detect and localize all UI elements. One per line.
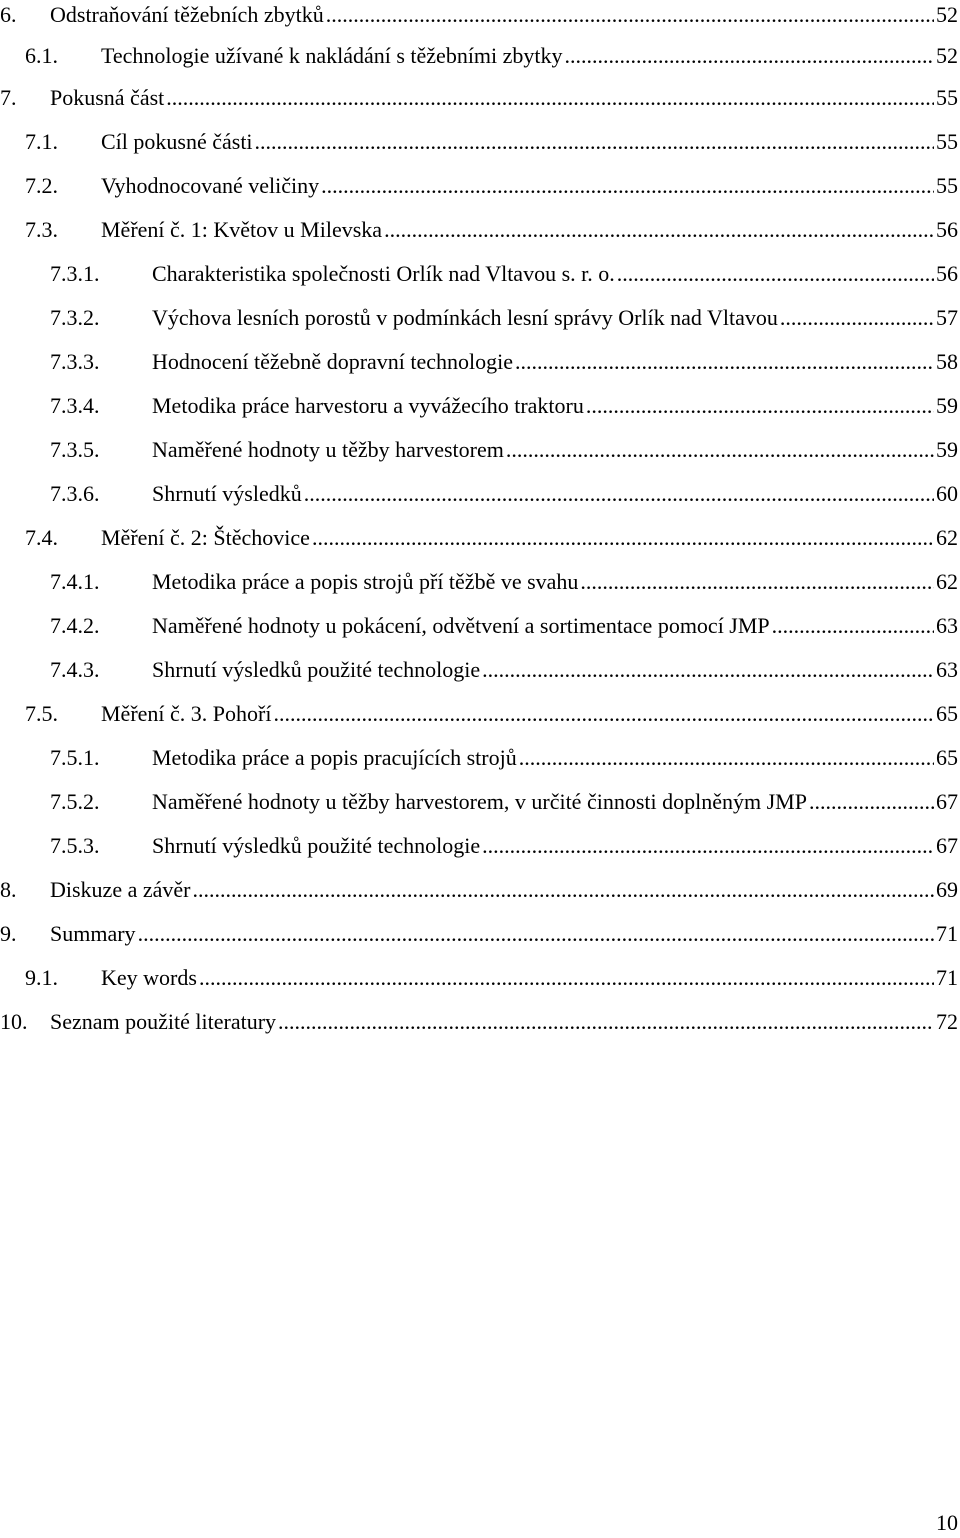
toc-entry-7-3-5[interactable] [50,435,960,465]
toc-dot-leader [772,611,934,641]
toc-entry-7[interactable] [0,83,960,113]
toc-dot-leader [519,743,934,773]
toc-entry-page: 63 [936,657,958,682]
toc-entry-number: 7.5.1. [50,745,100,770]
toc-entry-number: 7.5.2. [50,789,100,814]
toc-entry-7-3-6[interactable] [50,479,960,509]
toc-entry-page: 63 [936,613,958,638]
toc-entry-6[interactable] [0,0,960,30]
toc-entry-title: Vyhodnocované veličiny [101,173,320,198]
toc-entry-7-3-3[interactable] [50,347,960,377]
toc-entry-number: 7.5.3. [50,833,100,858]
toc-entry-title: Pokusná část [50,85,165,110]
toc-entry-title: Cíl pokusné části [101,129,253,154]
toc-dot-leader [580,567,934,597]
toc-entry-number: 7.3. [25,217,58,242]
toc-entry-number: 7.3.6. [50,481,100,506]
toc-dot-leader [482,831,934,861]
toc-entry-title: Shrnutí výsledků [152,481,302,506]
toc-entry-title: Diskuze a závěr [50,877,191,902]
toc-dot-leader [617,259,934,289]
toc-entry-9[interactable] [0,919,960,949]
toc-entry-number: 9.1. [25,965,58,990]
toc-dot-leader [312,523,934,553]
toc-entry-page: 65 [936,701,958,726]
toc-entry-title: Metodika práce a popis strojů pří těžbě ve svahu [152,569,579,594]
toc-entry-page: 58 [936,349,958,374]
toc-entry-7-5-2[interactable] [50,787,960,817]
toc-dot-leader [809,787,934,817]
toc-entry-7-5[interactable] [25,699,960,729]
toc-entry-title: Metodika práce a popis pracujících strojů [152,745,517,770]
toc-entry-title: Odstraňování těžebních zbytků [50,2,324,27]
toc-entry-8[interactable] [0,875,960,905]
toc-entry-title: Shrnutí výsledků použité technologie [152,833,481,858]
toc-entry-7-3-1[interactable] [50,259,960,289]
toc-dot-leader [780,303,934,333]
page-number: 10 [936,1510,958,1535]
toc-dot-leader [192,875,934,905]
toc-dot-leader [586,391,934,421]
toc-entry-title: Naměřené hodnoty u těžby harvestorem, v určité činnosti doplněným JMP [152,789,807,814]
toc-entry-page: 69 [936,877,958,902]
toc-entry-title: Hodnocení těžebně dopravní technologie [152,349,514,374]
toc-entry-title: Naměřené hodnoty u pokácení, odvětvení a sortimentace pomocí JMP [152,613,770,638]
toc-entry-title: Summary [50,921,136,946]
toc-entry-number: 8. [0,877,17,902]
toc-entry-page: 56 [936,261,958,286]
toc-dot-leader [273,699,934,729]
toc-entry-7-2[interactable] [25,171,960,201]
toc-dot-leader [138,919,934,949]
toc-entry-title: Technologie užívané k nakládání s těžebními zbytky [101,43,563,68]
toc-entry-title: Key words [101,965,197,990]
toc-entry-title: Seznam použité literatury [50,1009,277,1034]
toc-entry-7-5-3[interactable] [50,831,960,861]
toc-entry-page: 56 [936,217,958,242]
toc-entry-page: 67 [936,833,958,858]
toc-entry-number: 7.5. [25,701,58,726]
toc-entry-6-1[interactable] [25,41,960,71]
toc-entry-page: 71 [936,965,958,990]
toc-entry-7-4[interactable] [25,523,960,553]
toc-dot-leader [506,435,934,465]
toc-entry-number: 7.4.1. [50,569,100,594]
toc-dot-leader [166,83,934,113]
toc-dot-leader [326,0,934,30]
toc-entry-page: 71 [936,921,958,946]
toc-dot-leader [255,127,934,157]
toc-entry-page: 62 [936,569,958,594]
toc-entry-7-3-4[interactable] [50,391,960,421]
toc-entry-7-1[interactable] [25,127,960,157]
toc-entry-number: 7.3.3. [50,349,100,374]
toc-entry-page: 67 [936,789,958,814]
toc-entry-title: Naměřené hodnoty u těžby harvestorem [152,437,504,462]
toc-dot-leader [384,215,934,245]
toc-entry-10[interactable] [0,1007,960,1037]
toc-dot-leader [321,171,934,201]
toc-entry-number: 7.3.5. [50,437,100,462]
toc-entry-title: Měření č. 2: Štěchovice [101,525,310,550]
toc-entry-page: 65 [936,745,958,770]
toc-entry-7-4-2[interactable] [50,611,960,641]
toc-entry-7-3-2[interactable] [50,303,960,333]
toc-entry-9-1[interactable] [25,963,960,993]
toc-entry-number: 7. [0,85,17,110]
toc-entry-title: Shrnutí výsledků použité technologie [152,657,481,682]
toc-entry-number: 7.2. [25,173,58,198]
toc-entry-7-3[interactable] [25,215,960,245]
toc-entry-page: 62 [936,525,958,550]
toc-entry-title: Měření č. 1: Květov u Milevska [101,217,383,242]
toc-entry-7-4-1[interactable] [50,567,960,597]
toc-entry-page: 60 [936,481,958,506]
toc-dot-leader [565,41,934,71]
toc-entry-title: Charakteristika společnosti Orlík nad Vltavou s. r. o. [152,261,615,286]
toc-entry-number: 10. [0,1009,28,1034]
toc-dot-leader [482,655,934,685]
toc-entry-title: Metodika práce harvestoru a vyvážecího traktoru [152,393,584,418]
toc-entry-title: Výchova lesních porostů v podmínkách lesní správy Orlík nad Vltavou [152,305,778,330]
toc-entry-7-4-3[interactable] [50,655,960,685]
toc-entry-number: 7.4.2. [50,613,100,638]
toc-entry-number: 6. [0,2,17,27]
toc-entry-page: 72 [936,1009,958,1034]
toc-entry-7-5-1[interactable] [50,743,960,773]
toc-entry-page: 59 [936,437,958,462]
toc-entry-number: 7.3.2. [50,305,100,330]
toc-entry-page: 59 [936,393,958,418]
toc-entry-number: 6.1. [25,43,58,68]
toc-dot-leader [278,1007,934,1037]
toc-entry-number: 7.3.4. [50,393,100,418]
toc-entry-page: 57 [936,305,958,330]
toc-entry-number: 7.4. [25,525,58,550]
toc-entry-page: 52 [936,43,958,68]
toc-entry-title: Měření č. 3. Pohoří [101,701,272,726]
toc-dot-leader [199,963,934,993]
toc-entry-page: 55 [936,85,958,110]
toc-entry-page: 52 [936,2,958,27]
toc-entry-page: 55 [936,129,958,154]
toc-dot-leader [304,479,934,509]
toc-entry-number: 9. [0,921,17,946]
toc-entry-number: 7.4.3. [50,657,100,682]
toc-entry-number: 7.1. [25,129,58,154]
toc-entry-page: 55 [936,173,958,198]
toc-dot-leader [515,347,934,377]
toc-entry-number: 7.3.1. [50,261,100,286]
